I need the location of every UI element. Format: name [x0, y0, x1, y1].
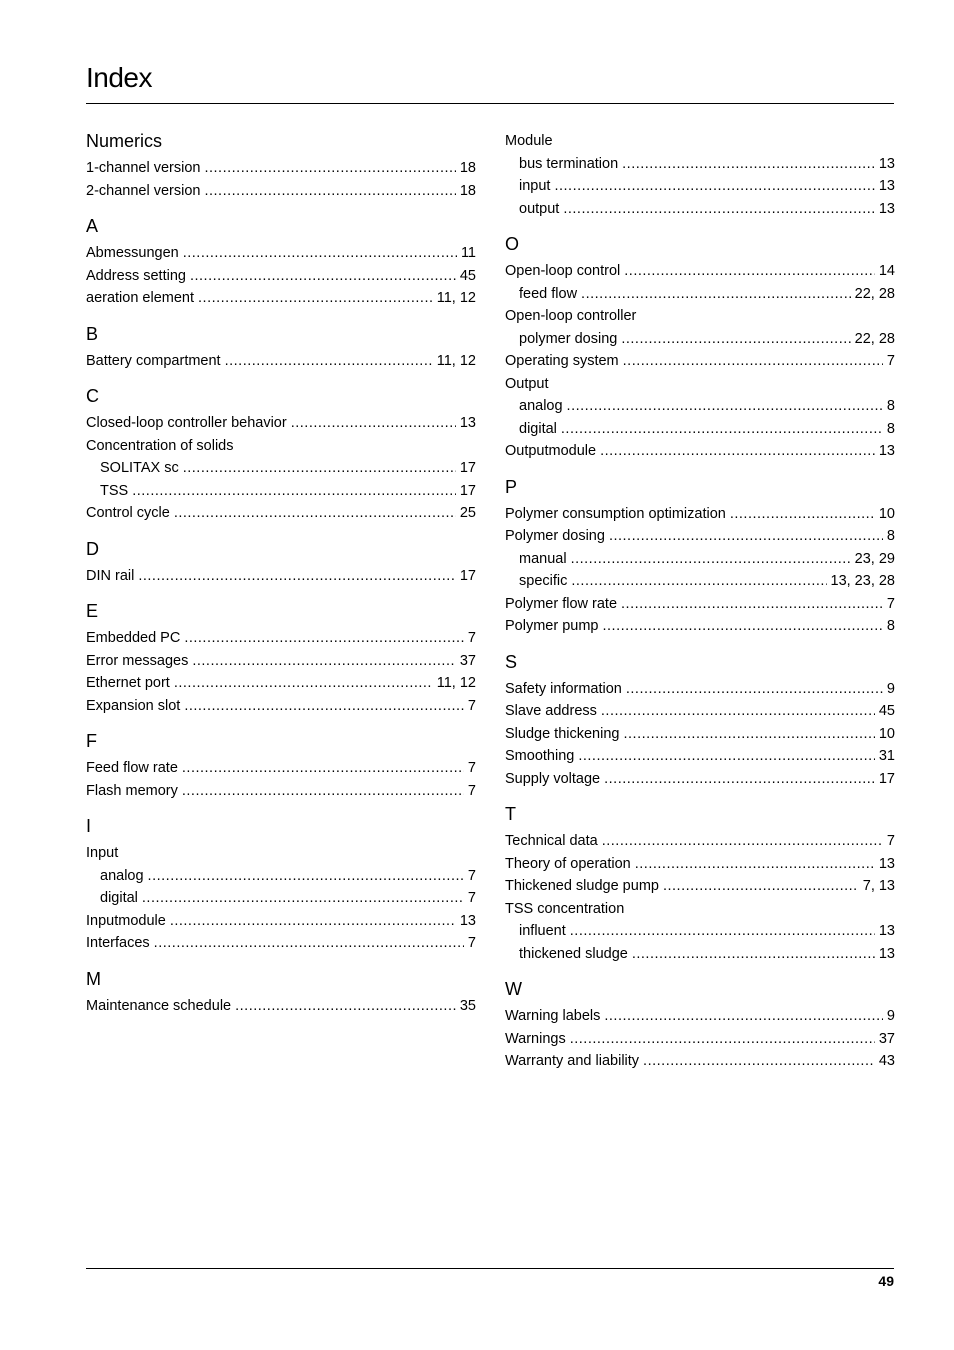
index-term: analog: [519, 398, 563, 414]
index-subentry: [505, 153, 895, 176]
dot-leader: [635, 853, 875, 876]
index-page-ref: 43: [878, 1053, 895, 1069]
dot-leader: [623, 723, 874, 746]
index-subentry: [86, 480, 476, 503]
dot-leader: [623, 350, 883, 373]
index-section-letter: S: [505, 651, 518, 672]
index-term: SOLITAX sc: [100, 460, 179, 476]
index-page-ref: 13: [878, 200, 895, 217]
index-page-ref: 37: [459, 652, 476, 669]
index-term: Interfaces: [86, 935, 150, 951]
index-subentry: [505, 395, 895, 418]
index-subentry: [505, 328, 895, 351]
index-term: Open-loop controller: [505, 308, 637, 324]
index-subentry: [505, 175, 895, 198]
index-page-ref: 10: [878, 725, 895, 742]
index-entry: [86, 242, 476, 265]
index-page-ref: 17: [459, 460, 476, 476]
index-page-ref: 18: [459, 160, 476, 176]
index-page-ref: 22, 28: [854, 330, 895, 347]
dot-leader: [170, 910, 456, 933]
dot-leader: [138, 565, 456, 588]
index-page-ref: 18: [459, 182, 476, 199]
index-page-ref: 11, 12: [436, 675, 476, 691]
dot-leader: [192, 650, 456, 673]
index-section-letter: A: [86, 216, 99, 236]
index-term: Embedded PC: [86, 630, 181, 646]
index-page-ref: 13: [878, 178, 895, 194]
index-term: digital: [100, 890, 138, 906]
index-section-letter: Numerics: [86, 131, 163, 151]
index-section-letter: D: [86, 538, 99, 559]
index-entry: [505, 525, 895, 548]
index-section-letter: M: [86, 968, 101, 989]
index-page-ref: 7: [467, 867, 476, 884]
index-term: Address setting: [86, 267, 186, 284]
dot-leader: [204, 180, 455, 203]
index-term: 2-channel version: [86, 182, 201, 199]
index-entry: [86, 350, 476, 373]
index-term: Slave address: [505, 703, 597, 719]
index-term: manual: [519, 550, 567, 567]
index-term: Supply voltage: [505, 770, 601, 787]
index-term: Polymer flow rate: [505, 595, 618, 612]
index-entry: [86, 842, 476, 865]
index-term: Warning labels: [505, 1008, 601, 1024]
index-subentry: [505, 283, 895, 306]
index-term: TSS concentration: [505, 900, 625, 917]
index-entry: [86, 672, 476, 695]
header-divider: [86, 103, 894, 104]
index-section-letter: F: [86, 731, 97, 751]
index-section-letter: O: [505, 234, 520, 254]
index-term: digital: [519, 420, 557, 437]
dot-leader: [602, 830, 883, 853]
index-page-ref: 13: [459, 415, 476, 431]
index-term: Feed flow rate: [86, 760, 178, 776]
index-page-ref: 7: [467, 782, 476, 799]
index-entry: [505, 615, 895, 638]
index-entry: [86, 627, 476, 650]
dot-leader: [570, 920, 875, 943]
index-term: Smoothing: [505, 748, 575, 764]
index-entry: [505, 373, 895, 396]
dot-leader: [183, 242, 457, 265]
index-page-ref: 8: [886, 528, 895, 544]
index-term: bus termination: [519, 155, 619, 172]
dot-leader: [563, 198, 875, 221]
index-entry: [505, 1028, 895, 1051]
dot-leader: [578, 745, 875, 768]
index-page-ref: 13: [878, 945, 895, 962]
page-number: 49: [878, 1273, 894, 1289]
dot-leader: [174, 672, 433, 695]
index-section-letter: W: [505, 979, 522, 999]
index-term: Safety information: [505, 680, 622, 697]
index-term: Polymer pump: [505, 618, 599, 634]
index-term: Expansion slot: [86, 697, 181, 714]
index-entry: [86, 650, 476, 673]
dot-leader: [291, 412, 456, 435]
index-subentry: [86, 865, 476, 888]
index-entry: [505, 305, 895, 328]
index-subentry: [86, 887, 476, 910]
index-entry: [505, 1050, 895, 1073]
index-entry: [86, 780, 476, 803]
dot-leader: [571, 570, 826, 593]
index-entry: [86, 265, 476, 288]
dot-leader: [567, 395, 883, 418]
dot-leader: [235, 995, 456, 1018]
index-subentry: [86, 457, 476, 480]
index-entry: [505, 350, 895, 373]
dot-leader: [621, 328, 850, 351]
index-page-ref: 11, 12: [436, 290, 476, 306]
index-entry: [86, 412, 476, 435]
dot-leader: [148, 865, 464, 888]
index-page-ref: 13: [459, 912, 476, 929]
dot-leader: [624, 260, 875, 283]
index-page-ref: 7: [467, 890, 476, 906]
index-entry: [505, 130, 895, 153]
index-term: specific: [519, 573, 568, 589]
index-term: Polymer dosing: [505, 528, 605, 544]
dot-leader: [154, 932, 464, 955]
index-subentry: [505, 570, 895, 593]
index-entry: [86, 995, 476, 1018]
index-entry: [505, 768, 895, 791]
index-entry: [86, 502, 476, 525]
index-page-ref: 13: [878, 923, 895, 939]
index-section-letter: B: [86, 323, 99, 344]
index-page-ref: 22, 28: [854, 285, 895, 302]
index-entry: [505, 853, 895, 876]
index-term: feed flow: [519, 285, 578, 302]
index-column-right: [505, 130, 895, 1073]
index-term: Operating system: [505, 353, 619, 369]
index-term: Error messages: [86, 652, 189, 669]
dot-leader: [554, 175, 874, 198]
index-entry: [86, 695, 476, 718]
index-term: Maintenance schedule: [86, 997, 232, 1014]
index-term: Concentration of solids: [86, 437, 234, 454]
index-entry: [86, 932, 476, 955]
index-entry: [505, 678, 895, 701]
index-section-letter: E: [86, 601, 99, 621]
index-page-ref: 13: [878, 855, 895, 872]
index-entry: [505, 700, 895, 723]
index-page-ref: 17: [459, 482, 476, 499]
index-term: Flash memory: [86, 782, 178, 799]
index-page-ref: 8: [886, 618, 895, 634]
index-page-ref: 7: [886, 353, 895, 369]
index-page-ref: 8: [886, 398, 895, 414]
index-entry: [505, 898, 895, 921]
dot-leader: [182, 780, 464, 803]
index-section-letter: C: [86, 386, 99, 406]
index-subentry: [505, 920, 895, 943]
page-title: Index: [86, 62, 152, 93]
index-term: Input: [86, 845, 119, 861]
index-entry: [505, 503, 895, 526]
dot-leader: [632, 943, 875, 966]
dot-leader: [600, 440, 875, 463]
index-page-ref: 11: [460, 245, 476, 261]
dot-leader: [601, 700, 875, 723]
index-entry: [505, 1005, 895, 1028]
index-entry: [86, 565, 476, 588]
index-subentry: [505, 198, 895, 221]
index-page-ref: 13: [878, 443, 895, 459]
index-term: aeration element: [86, 290, 195, 306]
index-term: Sludge thickening: [505, 725, 620, 742]
dot-leader: [190, 265, 456, 288]
index-term: polymer dosing: [519, 330, 618, 347]
index-term: 1-channel version: [86, 160, 201, 176]
index-section-letter: T: [505, 804, 516, 824]
index-page-ref: 23, 29: [854, 550, 895, 567]
index-term: Theory of operation: [505, 855, 631, 872]
dot-leader: [609, 525, 883, 548]
index-term: Inputmodule: [86, 912, 166, 929]
dot-leader: [204, 157, 455, 180]
dot-leader: [730, 503, 875, 526]
index-page-ref: 17: [878, 770, 895, 787]
index-term: Warnings: [505, 1030, 566, 1047]
index-term: Module: [505, 133, 553, 149]
index-entry: [505, 723, 895, 746]
index-subentry: [505, 418, 895, 441]
index-page-ref: 10: [878, 505, 895, 522]
index-entry: [505, 745, 895, 768]
dot-leader: [184, 695, 464, 718]
index-page-ref: 37: [878, 1030, 895, 1047]
index-page-ref: 9: [886, 680, 895, 697]
index-entry: [86, 435, 476, 458]
index-page-ref: 7: [886, 833, 895, 849]
index-term: Abmessungen: [86, 245, 179, 261]
index-section-letter: I: [86, 816, 92, 836]
index-page-ref: 45: [459, 267, 476, 284]
index-page-ref: 11, 12: [436, 352, 476, 369]
index-page-ref: 13, 23, 28: [830, 573, 895, 589]
index-page-ref: 7: [467, 697, 476, 714]
index-entry: [505, 830, 895, 853]
index-term: influent: [519, 923, 566, 939]
dot-leader: [225, 350, 433, 373]
index-entry: [86, 157, 476, 180]
dot-leader: [604, 1005, 883, 1028]
index-entry: [86, 180, 476, 203]
index-page-ref: 7: [467, 760, 476, 776]
index-page-ref: 9: [886, 1008, 895, 1024]
index-page-ref: 14: [878, 263, 895, 279]
index-page-ref: 17: [459, 567, 476, 584]
index-page-ref: 7, 13: [862, 878, 895, 894]
index-term: Ethernet port: [86, 675, 170, 691]
index-term: Open-loop control: [505, 263, 621, 279]
dot-leader: [174, 502, 456, 525]
index-page-ref: 13: [878, 155, 895, 172]
dot-leader: [183, 457, 456, 480]
index-section-letter: P: [505, 476, 518, 497]
index-term: output: [519, 200, 560, 217]
index-page-ref: 7: [467, 935, 476, 951]
index-page-ref: 25: [459, 505, 476, 521]
index-page-ref: 35: [459, 997, 476, 1014]
dot-leader: [643, 1050, 875, 1073]
index-page-ref: 45: [878, 703, 895, 719]
dot-leader: [602, 615, 882, 638]
index-term: DIN rail: [86, 567, 135, 584]
index-term: Control cycle: [86, 505, 170, 521]
index-page-ref: 7: [467, 630, 476, 646]
index-entry: [86, 287, 476, 310]
index-column-left: [86, 129, 476, 1017]
index-entry: [505, 875, 895, 898]
dot-leader: [621, 593, 883, 616]
dot-leader: [663, 875, 859, 898]
index-term: Thickened sludge pump: [505, 878, 659, 894]
dot-leader: [626, 678, 883, 701]
index-page-ref: 7: [886, 595, 895, 612]
index-term: Warranty and liability: [505, 1053, 640, 1069]
dot-leader: [561, 418, 883, 441]
dot-leader: [570, 1028, 875, 1051]
dot-leader: [622, 153, 875, 176]
index-entry: [505, 593, 895, 616]
dot-leader: [182, 757, 464, 780]
index-entry: [505, 260, 895, 283]
index-term: Battery compartment: [86, 352, 221, 369]
index-term: Outputmodule: [505, 443, 597, 459]
index-term: analog: [100, 867, 144, 884]
index-subentry: [505, 943, 895, 966]
index-page-ref: 31: [878, 748, 895, 764]
dot-leader: [142, 887, 464, 910]
index-page-ref: 8: [886, 420, 895, 437]
dot-leader: [198, 287, 433, 310]
index-entry: [505, 440, 895, 463]
dot-leader: [604, 768, 875, 791]
index-entry: [86, 910, 476, 933]
index-term: Technical data: [505, 833, 598, 849]
dot-leader: [184, 627, 464, 650]
index-term: Output: [505, 375, 549, 392]
index-entry: [86, 757, 476, 780]
index-term: Closed-loop controller behavior: [86, 415, 287, 431]
dot-leader: [581, 283, 851, 306]
index-term: input: [519, 178, 551, 194]
index-subentry: [505, 548, 895, 571]
footer-divider: [86, 1268, 894, 1269]
index-term: thickened sludge: [519, 945, 628, 962]
index-term: TSS: [100, 482, 129, 499]
dot-leader: [132, 480, 456, 503]
index-term: Polymer consumption optimization: [505, 505, 726, 522]
dot-leader: [571, 548, 851, 571]
